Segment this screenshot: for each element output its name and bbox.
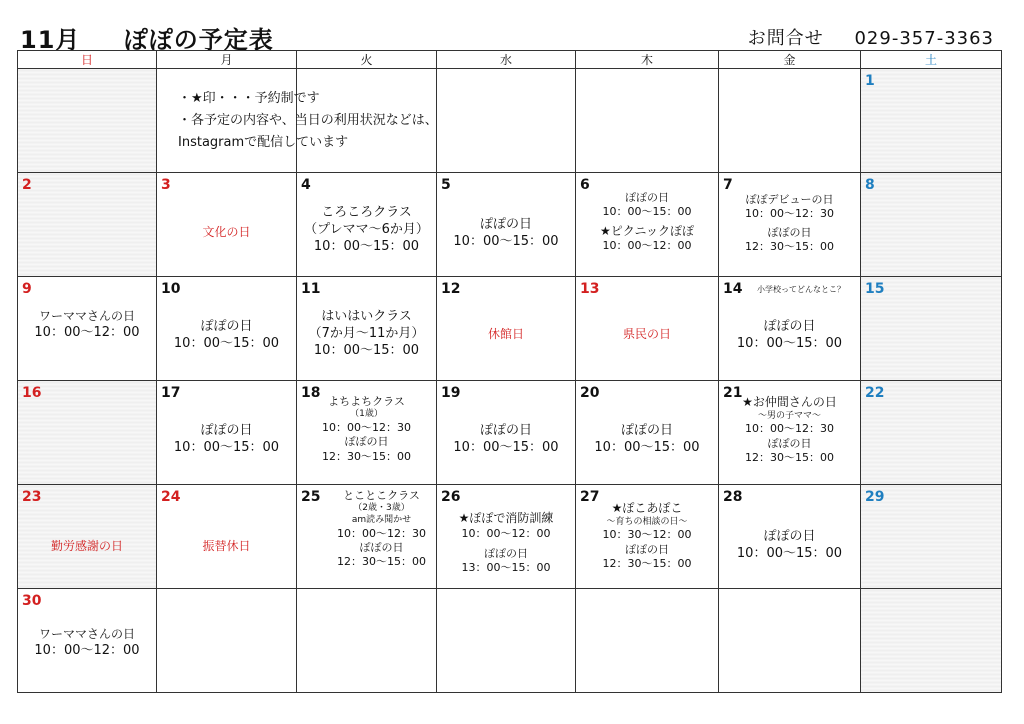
event-block	[18, 627, 156, 659]
event-line: 10：00～12：30	[745, 422, 834, 436]
schedule-title: ぽぽの予定表	[123, 26, 274, 54]
event-line: ぽぽの日	[200, 319, 253, 334]
event-line: ぽぽの日	[479, 217, 532, 232]
week-row	[18, 69, 1002, 173]
event-block	[157, 423, 296, 457]
day-cell-25[interactable]	[297, 485, 437, 589]
day-cell-8[interactable]	[861, 173, 1002, 277]
day-number: 16	[22, 385, 42, 401]
event-block	[437, 423, 575, 457]
event-line: 10：00～12：00	[34, 642, 140, 658]
event-line: 10：00～12：30	[337, 526, 426, 540]
event-line: 10：00～15：00	[173, 335, 280, 351]
event-line: はいはいクラス	[321, 309, 412, 324]
day-cell-12[interactable]	[437, 277, 576, 381]
event-block	[297, 309, 436, 360]
event-line: 文化の日	[202, 225, 251, 239]
day-cell-11[interactable]	[297, 277, 437, 381]
note-line: ・各予定の内容や、当日の利用状況などは、	[178, 113, 438, 128]
event-line: ぽぽの日	[344, 435, 389, 449]
event-line: 県民の日	[622, 327, 671, 341]
event-line: とことこクラス	[343, 489, 420, 502]
day-number: 3	[161, 177, 171, 193]
event-block	[437, 217, 575, 251]
event-line: ★ぽこあぽこ	[611, 501, 683, 515]
event-line: （プレママ～6か月）	[304, 221, 429, 237]
day-number: 25	[301, 489, 321, 505]
event-line: ～育ちの相談の日～	[606, 516, 688, 527]
event-line: ★ぽぽで消防訓練	[458, 511, 554, 525]
weekday-sat: 土	[861, 51, 1002, 69]
event-line: （7か月～11か月）	[308, 325, 425, 341]
event-line: 12：30～15：00	[745, 239, 834, 253]
day-cell-16[interactable]	[18, 381, 157, 485]
event-line: 休館日	[487, 327, 524, 341]
day-cell-4[interactable]	[297, 173, 437, 277]
holiday-label	[157, 539, 296, 555]
day-cell-26[interactable]	[437, 485, 576, 589]
day-number: 27	[580, 489, 600, 505]
day-cell-2[interactable]	[18, 173, 157, 277]
empty-day-cell	[719, 69, 861, 173]
event-line: 12：30～15：00	[745, 450, 834, 464]
day-number: 28	[723, 489, 743, 505]
day-cell-15[interactable]	[861, 277, 1002, 381]
day-number: 20	[580, 385, 600, 401]
weekday-thu: 木	[576, 51, 719, 69]
day-cell-29[interactable]	[861, 485, 1002, 589]
event-line: 10：00～15：00	[594, 439, 700, 455]
event-line: ★ピクニックぽぽ	[599, 223, 695, 238]
event-block	[719, 529, 860, 563]
day-cell-18[interactable]	[297, 381, 437, 485]
event-line: ぽぽの日	[763, 529, 816, 544]
event-block	[327, 489, 436, 570]
event-line: ワーママさんの日	[38, 627, 135, 641]
weekday-header-row	[18, 51, 1002, 69]
day-number: 6	[580, 177, 590, 193]
empty-day-cell	[576, 589, 719, 693]
day-number: 24	[161, 489, 181, 505]
day-number: 7	[723, 177, 733, 193]
day-number: 9	[22, 281, 32, 297]
event-note: 小学校ってどんなとこ？	[757, 285, 845, 294]
event-line: ころころクラス	[321, 205, 412, 220]
day-cell-6[interactable]	[576, 173, 719, 277]
event-line: 12：30～15：00	[337, 555, 426, 569]
event-line: 12：30～15：00	[602, 556, 692, 570]
event-line: よちよちクラス	[328, 395, 405, 408]
day-number: 8	[865, 177, 875, 193]
event-line: ぽぽデビューの日	[745, 193, 834, 206]
day-number: 22	[865, 385, 885, 401]
event-line: 10：00～15：00	[313, 238, 420, 254]
event-line: 10：00～12：00	[461, 526, 551, 540]
weekday-mon: 月	[157, 51, 297, 69]
event-line: ぽぽの日	[767, 436, 812, 450]
day-cell-20[interactable]	[576, 381, 719, 485]
month-label: 11月	[20, 26, 81, 54]
event-line: 10：00～15：00	[173, 439, 280, 455]
weekday-fri: 金	[719, 51, 861, 69]
event-line: 10：00～12：00	[34, 324, 140, 340]
event-block	[576, 191, 718, 253]
event-line: ぽぽの日	[359, 540, 404, 554]
day-number: 2	[22, 177, 32, 193]
event-block	[297, 395, 436, 464]
day-cell-23[interactable]	[18, 485, 157, 589]
calendar-grid	[17, 50, 1002, 693]
day-cell-13[interactable]	[576, 277, 719, 381]
event-line: am読み聞かせ	[351, 514, 412, 525]
event-block	[437, 511, 575, 575]
week-row	[18, 381, 1002, 485]
event-line: 13：00～15：00	[461, 561, 551, 575]
day-cell-3[interactable]	[157, 173, 297, 277]
event-line: 10：00～12：00	[602, 239, 692, 253]
event-line: （1歳）	[350, 409, 383, 420]
event-line: 10：00～15：00	[736, 545, 843, 561]
event-line: （2歳・3歳）	[353, 503, 410, 514]
event-line: ～男の子ママ～	[757, 410, 821, 421]
event-block	[719, 319, 860, 353]
contact-phone[interactable]: 029-357-3363	[854, 28, 994, 49]
day-number: 26	[441, 489, 461, 505]
holiday-label	[18, 539, 156, 555]
day-number: 23	[22, 489, 42, 505]
day-number: 10	[161, 281, 181, 297]
reservation-notes	[178, 88, 438, 154]
empty-day-cell	[861, 589, 1002, 693]
event-block	[719, 193, 860, 254]
event-block	[18, 309, 156, 341]
event-line: ぽぽの日	[620, 423, 673, 438]
holiday-label	[576, 327, 718, 343]
weekday-sun: 日	[18, 51, 157, 69]
day-cell-24[interactable]	[157, 485, 297, 589]
day-number: 19	[441, 385, 461, 401]
weekday-tue: 火	[297, 51, 437, 69]
empty-day-cell	[437, 69, 576, 173]
event-line: 10：00～12：30	[745, 207, 834, 221]
day-number: 12	[441, 281, 461, 297]
event-line: ぽぽの日	[767, 225, 812, 239]
empty-day-cell	[576, 69, 719, 173]
day-cell-19[interactable]	[437, 381, 576, 485]
holiday-label	[157, 225, 296, 241]
event-line: ★お仲間さんの日	[742, 395, 837, 409]
day-cell-1[interactable]	[861, 69, 1002, 173]
event-line: ぽぽの日	[625, 542, 669, 556]
weekday-wed: 水	[437, 51, 576, 69]
empty-day-cell	[297, 589, 437, 693]
day-cell-5[interactable]	[437, 173, 576, 277]
event-block	[297, 205, 436, 256]
day-number: 1	[865, 73, 875, 89]
day-cell-14[interactable]	[719, 277, 861, 381]
empty-day-cell	[437, 589, 576, 693]
event-line: ぽぽの日	[484, 546, 528, 560]
event-line: 12：30～15：00	[322, 449, 411, 463]
event-line: 10：30～12：00	[602, 528, 692, 542]
event-line: 10：00～15：00	[453, 439, 559, 455]
day-number: 17	[161, 385, 181, 401]
event-line: ぽぽの日	[625, 191, 669, 204]
empty-day-cell	[719, 589, 861, 693]
day-cell-10[interactable]	[157, 277, 297, 381]
note-line: ・★印・・・予約制です	[178, 91, 320, 106]
day-number: 4	[301, 177, 311, 193]
week-row	[18, 589, 1002, 693]
event-block	[576, 423, 718, 457]
day-cell-27[interactable]	[576, 485, 719, 589]
event-block	[576, 501, 718, 571]
day-number: 15	[865, 281, 885, 297]
empty-day-cell	[157, 589, 297, 693]
day-number: 11	[301, 281, 321, 297]
day-number: 13	[580, 281, 600, 297]
day-cell-17[interactable]	[157, 381, 297, 485]
event-block	[719, 395, 860, 465]
day-number: 18	[301, 385, 321, 401]
event-line: 勤労感謝の日	[50, 539, 123, 553]
event-line: ぽぽの日	[763, 319, 816, 334]
week-row	[18, 485, 1002, 589]
day-cell-22[interactable]	[861, 381, 1002, 485]
event-line: ぽぽの日	[200, 423, 253, 438]
empty-day-cell	[18, 69, 157, 173]
week-row	[18, 173, 1002, 277]
closed-label	[437, 327, 575, 343]
event-line: ワーママさんの日	[38, 309, 135, 323]
note-line: Instagramで配信しています	[178, 135, 349, 150]
day-number: 14	[723, 281, 743, 297]
day-number: 5	[441, 177, 451, 193]
event-line: ぽぽの日	[479, 423, 532, 438]
day-cell-28[interactable]	[719, 485, 861, 589]
event-line: 10：00～12：30	[322, 420, 411, 434]
day-cell-9[interactable]	[18, 277, 157, 381]
contact-info	[748, 24, 994, 50]
event-block	[157, 319, 296, 353]
day-number: 29	[865, 489, 885, 505]
day-cell-21[interactable]	[719, 381, 861, 485]
day-cell-30[interactable]	[18, 589, 157, 693]
event-line: 10：00～15：00	[453, 233, 559, 249]
day-number: 21	[723, 385, 743, 401]
contact-label: お問合せ	[747, 28, 824, 49]
day-number: 30	[22, 593, 42, 609]
event-line: 10：00～15：00	[602, 205, 692, 219]
event-line: 振替休日	[202, 539, 251, 553]
event-line: 10：00～15：00	[313, 342, 420, 358]
day-cell-7[interactable]	[719, 173, 861, 277]
event-line: 10：00～15：00	[736, 335, 843, 351]
week-row	[18, 277, 1002, 381]
